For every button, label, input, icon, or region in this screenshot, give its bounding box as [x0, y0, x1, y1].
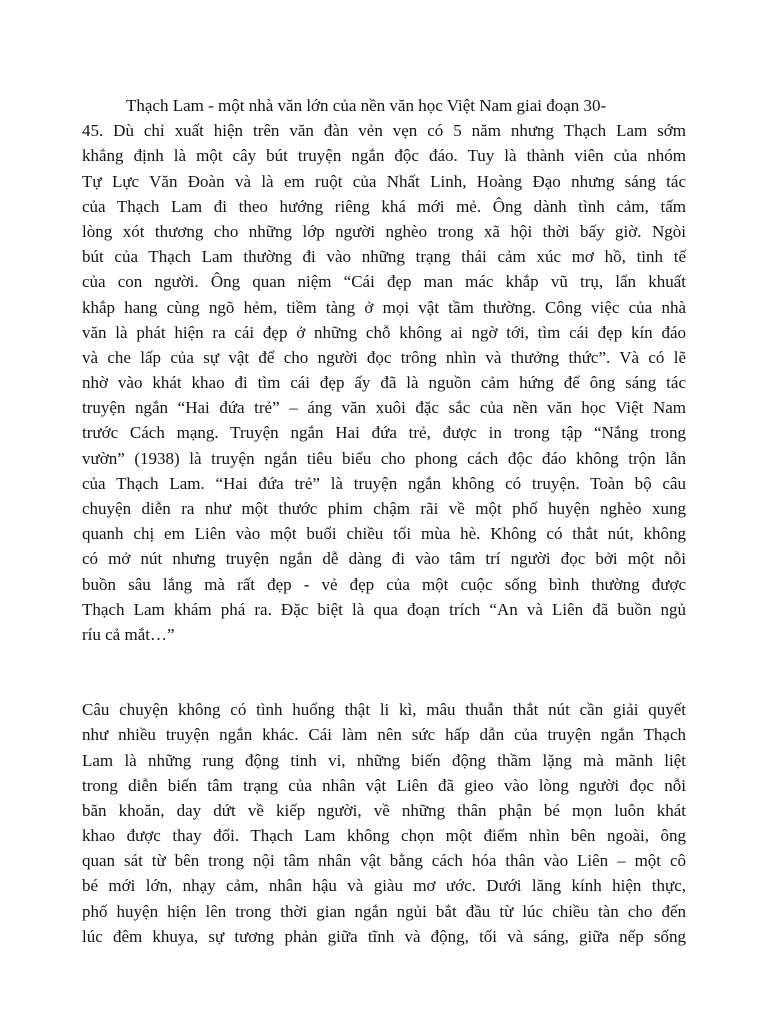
text-line: như nhiều truyện ngắn khác. Cái làm nên sức hấp dẫn của truyện ngắn Thạch: [82, 725, 686, 745]
text-line: có mở nút nhưng truyện ngắn dễ dàng đi vào tâm trí người đọc bởi một nỗi: [82, 549, 686, 569]
text-line: băn khoăn, day dứt về kiếp người, về những thân phận bé mọn luôn khát: [82, 800, 686, 820]
text-line: bé mới lớn, nhạy cảm, nhân hậu và giàu mơ ước. Dưới lăng kính hiện thực,: [82, 876, 686, 896]
text-line: trước Cách mạng. Truyện ngắn Hai đứa trẻ, được in trong tập “Nắng trong: [82, 423, 686, 443]
text-line: bút của Thạch Lam thường đi vào những trạng thái cảm xúc mơ hồ, tinh tế: [82, 247, 686, 267]
text-line: phố huyện hiện lên trong thời gian ngắn ngủi bắt đầu từ lúc chiều tàn cho đến: [82, 901, 686, 921]
text-line: vườn” (1938) là truyện ngắn tiêu biểu cho phong cách độc đáo không trộn lẫn: [82, 448, 686, 468]
text-line: quan sát từ bên trong nội tâm nhân vật bằng cách hóa thân vào Liên – một cô: [82, 851, 686, 871]
text-line: chuyện diễn ra như một thước phim chậm rãi về một phố huyện nghèo xung: [82, 499, 686, 518]
text-line: nhờ vào khát khao đi tìm cái đẹp ấy đã là nguồn cảm hứng để ông sáng tác: [82, 373, 686, 393]
text-line: của Thạch Lam đi theo hướng riêng khá mới mẻ. Ông dành tình cảm, tấm: [82, 196, 686, 216]
paragraph-gap: [82, 647, 686, 697]
text-line: Câu chuyện không có tình huống thật li kì, mâu thuẫn thắt nút cần giải quyết: [82, 700, 686, 720]
text-line: khao được thay đổi. Thạch Lam không chọn một điểm nhìn bên ngoài, ông: [82, 826, 686, 846]
text-line: trong diễn biến tâm trạng của nhân vật Liên đã gieo vào lòng người đọc nỗi: [82, 775, 686, 795]
text-line: của con người. Ông quan niệm “Cái đẹp man mác khắp vũ trụ, lẩn khuất: [82, 272, 686, 292]
text-line: buồn sâu lắng mà rất đẹp - vẻ đẹp của một cuộc sống bình thường được: [82, 574, 686, 594]
document-page: [82, 93, 686, 949]
text-line: khẳng định là một cây bút truyện ngắn độc đáo. Tuy là thành viên của nhóm: [82, 146, 686, 166]
text-line: 45. Dù chỉ xuất hiện trên văn đàn vẻn vẹn có 5 năm nhưng Thạch Lam sớm: [82, 121, 686, 141]
text-line: truyện ngắn “Hai đứa trẻ” – áng văn xuôi đặc sắc của nền văn học Việt Nam: [82, 398, 686, 418]
paragraph-analysis: [82, 697, 686, 949]
text-line: lòng xót thương cho những lớp người nghèo trong xã hội thời bấy giờ. Ngòi: [82, 221, 686, 241]
text-line: quanh chị em Liên vào một buổi chiều tối mùa hè. Không có thắt nút, không: [82, 524, 686, 544]
text-line: Lam là những rung động tinh vi, những biến động thầm lặng mà mãnh liệt: [82, 750, 686, 770]
text-line: lúc đêm khuya, sự tương phản giữa tĩnh và động, tối và sáng, giữa nếp sống: [82, 926, 686, 946]
text-line: văn là phát hiện ra cái đẹp ở những chỗ không ai ngờ tới, tìm cái đẹp kín đáo: [82, 322, 686, 342]
text-line: Thạch Lam - một nhà văn lớn của nền văn học Việt Nam giai đoạn 30-: [126, 96, 607, 115]
text-line: Tự Lực Văn Đoàn và là em ruột của Nhất Linh, Hoàng Đạo nhưng sáng tác: [82, 171, 686, 191]
text-line: của Thạch Lam. “Hai đứa trẻ” là truyện ngắn không có truyện. Toàn bộ câu: [82, 473, 686, 493]
paragraph-intro: [82, 93, 686, 647]
text-line: và che lấp của sự vật để cho người đọc trông nhìn và thưởng thức”. Và có lẽ: [82, 347, 686, 367]
text-line: khắp hang cùng ngõ hẻm, tiềm tàng ở mọi vật tầm thường. Công việc của nhà: [82, 297, 686, 317]
text-line: Thạch Lam khám phá ra. Đặc biệt là qua đoạn trích “An và Liên đã buồn ngủ: [82, 599, 686, 619]
text-line: ríu cả mắt…”: [82, 624, 175, 644]
